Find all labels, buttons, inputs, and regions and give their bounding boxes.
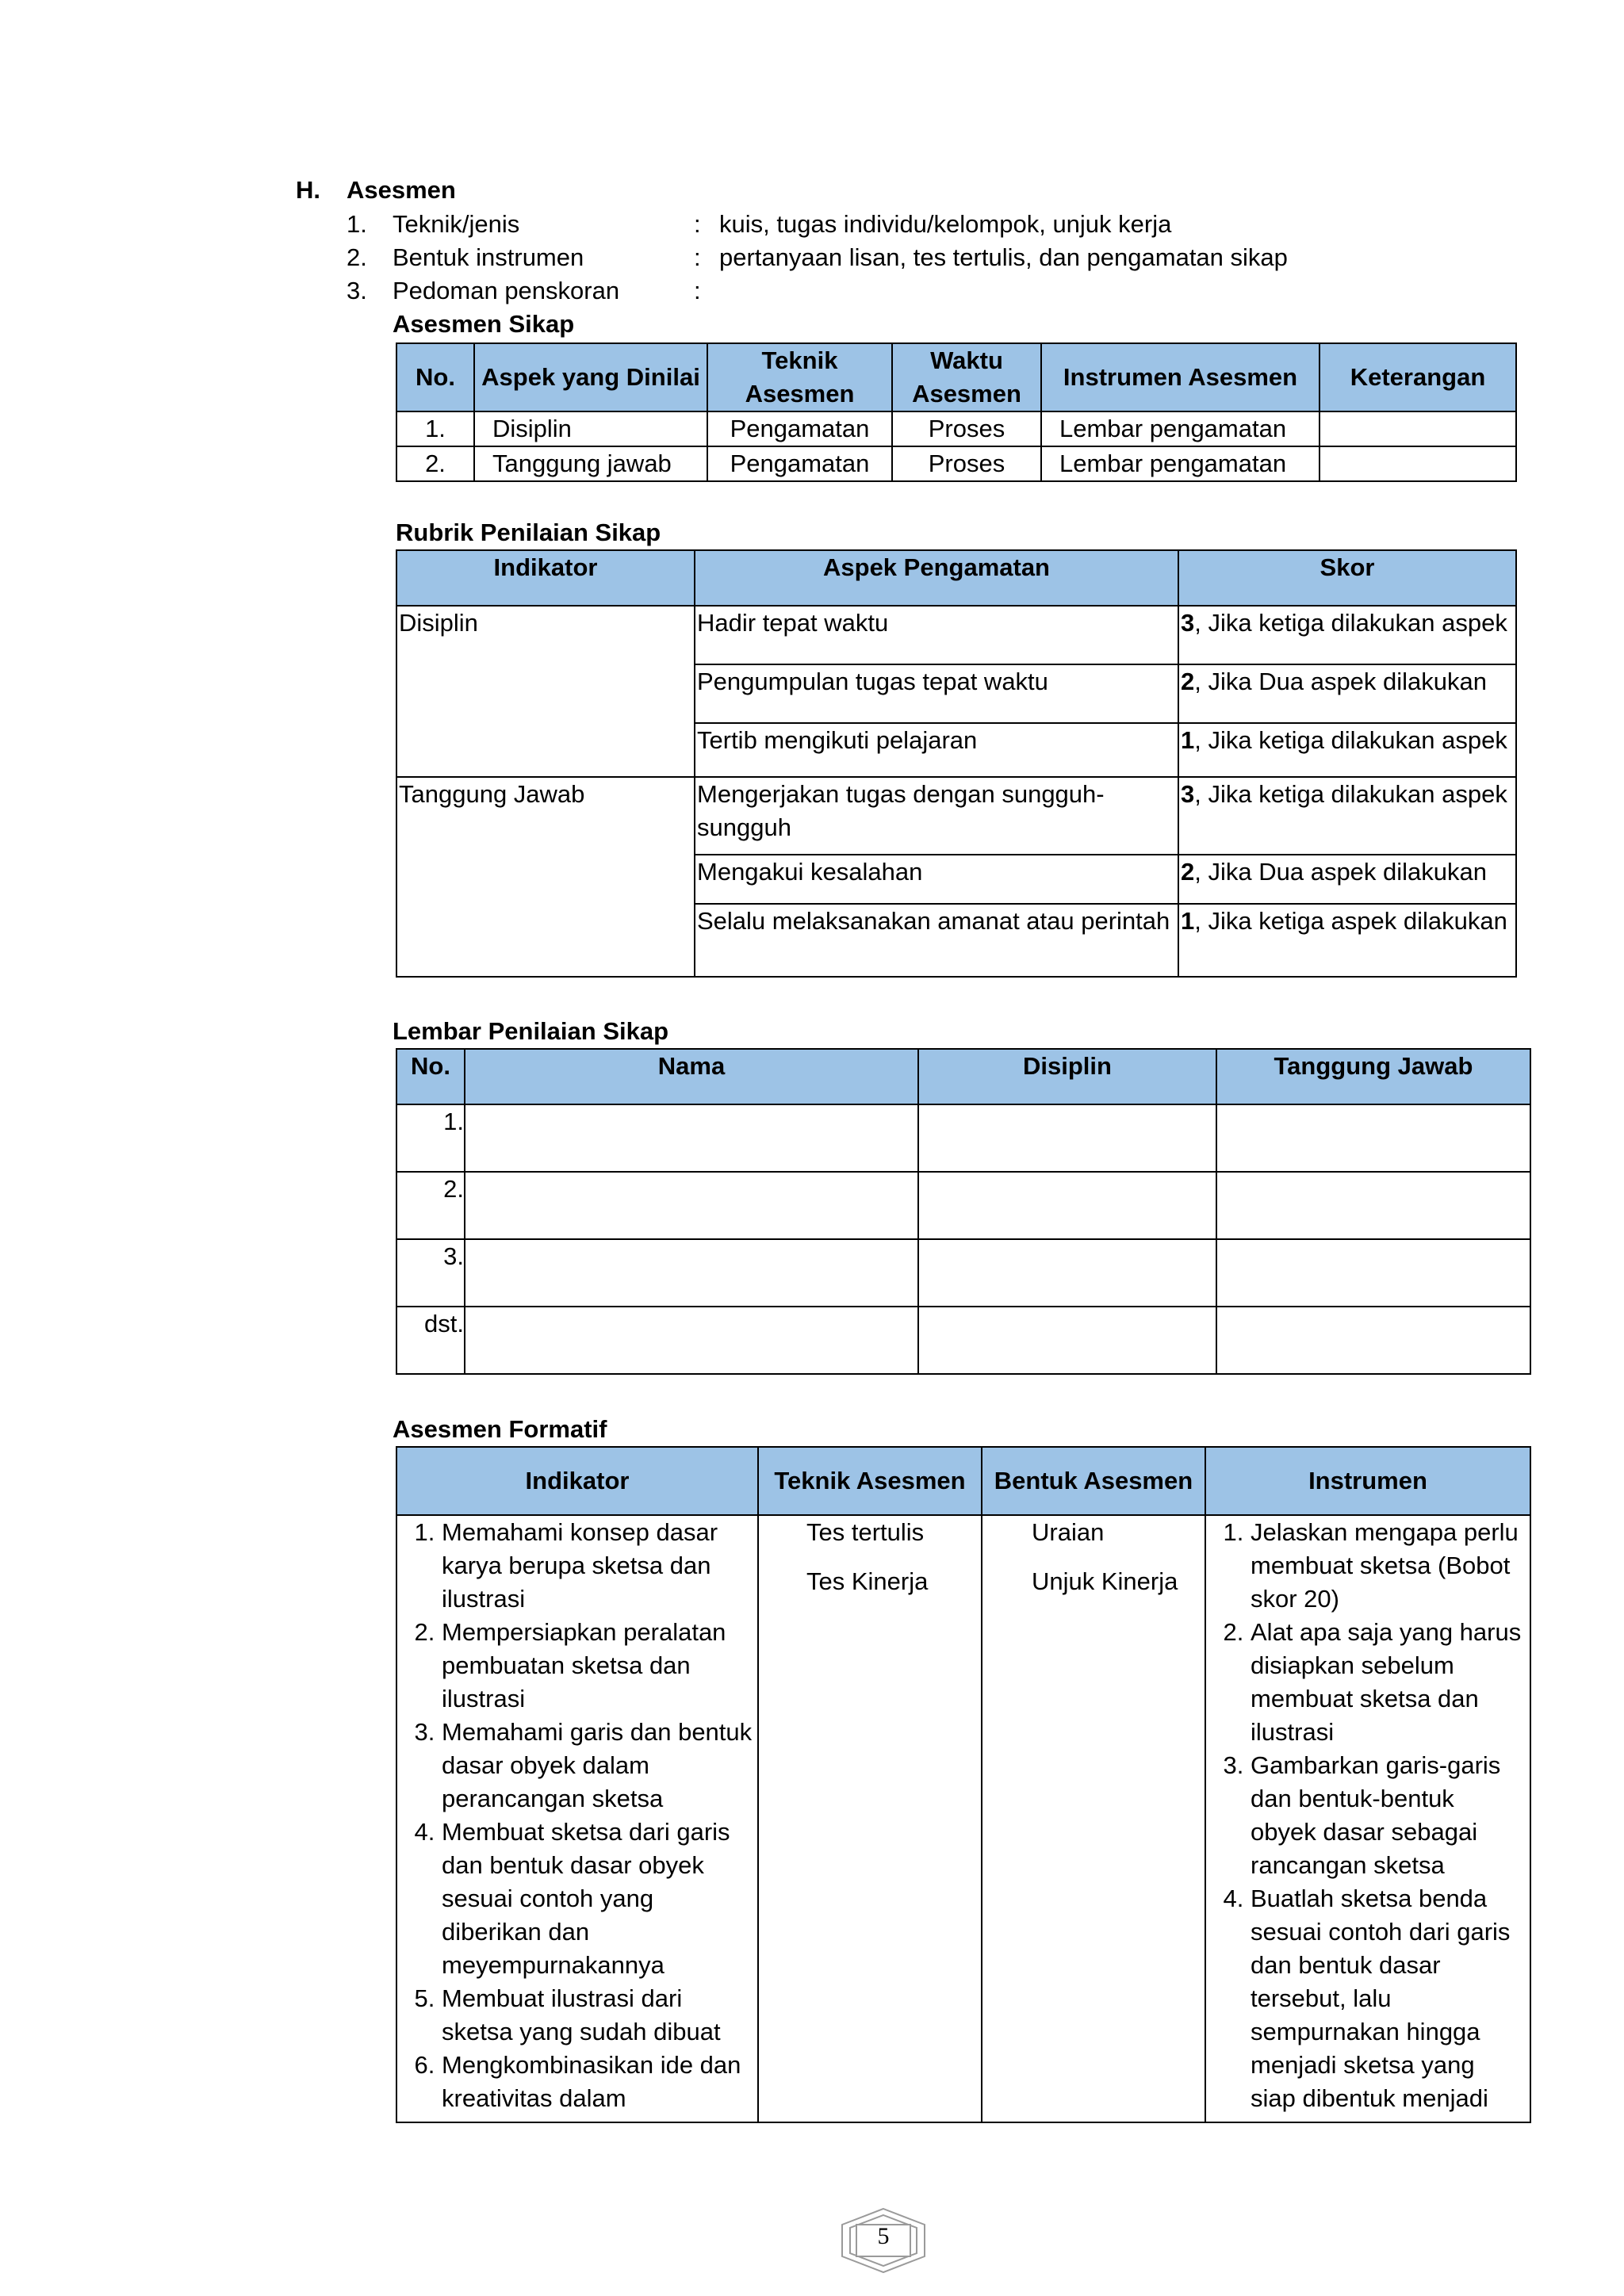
cell-no: 2. — [396, 1172, 465, 1239]
cell-instrumen: Lembar pengamatan — [1041, 446, 1320, 481]
cell-disiplin[interactable] — [918, 1239, 1216, 1307]
skor-number: 3 — [1181, 609, 1195, 637]
cell-aspek: Tertib mengikuti pelajaran — [695, 723, 1178, 777]
header-teknik: Teknik Asesmen — [758, 1447, 982, 1515]
item-colon: : — [694, 243, 701, 271]
item-value: kuis, tugas individu/kelompok, unjuk kerja — [719, 210, 1172, 238]
skor-text: , Jika ketiga dilakukan aspek — [1194, 780, 1507, 808]
bentuk-item: Uraian — [1032, 1518, 1105, 1546]
table-row — [396, 1104, 1530, 1172]
header-waktu: Waktu Asesmen — [892, 343, 1041, 411]
table-row — [396, 1307, 1530, 1374]
item-number: 3. — [347, 277, 367, 304]
header-teknik: Teknik Asesmen — [707, 343, 892, 411]
cell-skor — [1178, 664, 1516, 723]
asesmen-sikap-table — [396, 342, 1517, 482]
section-title: Asesmen — [347, 176, 456, 204]
list-item: 3. Memahami garis dan bentuk dasar obyek dalam perancangan sketsa — [442, 1716, 753, 1816]
list-item: 3. Gambarkan garis-garis dan bentuk-bentuk obyek dasar sebagai rancangan sketsa — [1251, 1749, 1526, 1882]
table-row — [396, 606, 1516, 664]
teknik-item: Tes Kinerja — [806, 1567, 929, 1595]
cell-disiplin[interactable] — [918, 1172, 1216, 1239]
header-nama: Nama — [465, 1049, 918, 1104]
cell-instrumen: Lembar pengamatan — [1041, 411, 1320, 446]
cell-disiplin[interactable] — [918, 1307, 1216, 1374]
list-item: 1. Memahami konsep dasar karya berupa sketsa dan ilustrasi — [442, 1516, 753, 1616]
cell-skor — [1178, 606, 1516, 664]
skor-text: , Jika Dua aspek dilakukan — [1194, 668, 1488, 695]
table-row — [396, 777, 1516, 855]
section-letter: H. — [296, 176, 320, 204]
header-tanggung-jawab: Tanggung Jawab — [1216, 1049, 1530, 1104]
cell-skor — [1178, 777, 1516, 855]
item-label: Pedoman penskoran — [393, 277, 620, 304]
list-item: 2. Alat apa saja yang harus disiapkan sebelum membuat sketsa dan ilustrasi — [1251, 1616, 1526, 1749]
list-item: 5. Membuat ilustrasi dari sketsa yang sudah dibuat — [442, 1982, 753, 2049]
header-skor: Skor — [1178, 550, 1516, 606]
cell-keterangan — [1320, 411, 1516, 446]
table-row — [396, 411, 1516, 446]
cell-tanggung-jawab[interactable] — [1216, 1104, 1530, 1172]
cell-nama[interactable] — [465, 1104, 918, 1172]
asesmen-sikap-title: Asesmen Sikap — [393, 310, 575, 338]
cell-aspek: Mengakui kesalahan — [695, 855, 1178, 904]
cell-instrumen-list — [1205, 1515, 1530, 2122]
cell-skor — [1178, 904, 1516, 977]
rubrik-title: Rubrik Penilaian Sikap — [396, 519, 661, 546]
skor-number: 2 — [1181, 858, 1195, 886]
header-keterangan: Keterangan — [1320, 343, 1516, 411]
list-item: 2. Mempersiapkan peralatan pembuatan sketsa dan ilustrasi — [442, 1616, 753, 1716]
list-item: 1. Jelaskan mengapa perlu membuat sketsa (Bobot skor 20) — [1251, 1516, 1526, 1616]
instrumen-list — [1206, 1516, 1526, 2115]
header-indikator: Indikator — [396, 1447, 758, 1515]
teknik-item: Tes tertulis — [806, 1518, 925, 1546]
formatif-table — [396, 1446, 1531, 2123]
header-disiplin: Disiplin — [918, 1049, 1216, 1104]
cell-indikator-list — [396, 1515, 758, 2122]
table-row — [396, 1172, 1530, 1239]
cell-no: 3. — [396, 1239, 465, 1307]
cell-nama[interactable] — [465, 1172, 918, 1239]
item-number: 1. — [347, 210, 367, 238]
rubrik-table — [396, 549, 1517, 978]
cell-aspek: Pengumpulan tugas tepat waktu — [695, 664, 1178, 723]
cell-indikator: Tanggung Jawab — [396, 777, 695, 977]
cell-aspek: Hadir tepat waktu — [695, 606, 1178, 664]
cell-skor — [1178, 855, 1516, 904]
cell-teknik: Pengamatan — [707, 446, 892, 481]
cell-aspek: Disiplin — [474, 411, 707, 446]
skor-number: 1 — [1181, 907, 1195, 935]
cell-no: 1. — [396, 411, 474, 446]
list-item: 6. Mengkombinasikan ide dan kreativitas dalam — [442, 2049, 753, 2115]
skor-text: , Jika ketiga dilakukan aspek — [1194, 726, 1507, 754]
item-colon: : — [694, 277, 701, 304]
page-number-badge — [839, 2207, 928, 2274]
cell-aspek: Tanggung jawab — [474, 446, 707, 481]
bentuk-item: Unjuk Kinerja — [1032, 1567, 1178, 1595]
page-number: 5 — [877, 2223, 890, 2249]
header-instrumen: Instrumen Asesmen — [1041, 343, 1320, 411]
cell-nama[interactable] — [465, 1239, 918, 1307]
cell-waktu: Proses — [892, 411, 1041, 446]
cell-tanggung-jawab[interactable] — [1216, 1307, 1530, 1374]
lembar-title: Lembar Penilaian Sikap — [393, 1017, 669, 1045]
header-bentuk: Bentuk Asesmen — [982, 1447, 1205, 1515]
cell-teknik-list — [758, 1515, 982, 2122]
indikator-list — [397, 1516, 753, 2115]
cell-aspek: Selalu melaksanakan amanat atau perintah — [695, 904, 1178, 977]
header-aspek: Aspek yang Dinilai — [474, 343, 707, 411]
item-colon: : — [694, 210, 701, 238]
lembar-table — [396, 1048, 1531, 1375]
item-number: 2. — [347, 243, 367, 271]
cell-skor — [1178, 723, 1516, 777]
list-item: 4. Membuat sketsa dari garis dan bentuk dasar obyek sesuai contoh yang diberikan dan meyempurnakannya — [442, 1816, 753, 1982]
cell-nama[interactable] — [465, 1307, 918, 1374]
cell-no: 1. — [396, 1104, 465, 1172]
cell-no: 2. — [396, 446, 474, 481]
cell-aspek: Mengerjakan tugas dengan sungguh-sungguh — [695, 777, 1178, 855]
skor-text: , Jika Dua aspek dilakukan — [1194, 858, 1488, 886]
formatif-title: Asesmen Formatif — [393, 1415, 607, 1443]
cell-bentuk-list — [982, 1515, 1205, 2122]
cell-disiplin[interactable] — [918, 1104, 1216, 1172]
cell-no: dst. — [396, 1307, 465, 1374]
cell-keterangan — [1320, 446, 1516, 481]
item-value: pertanyaan lisan, tes tertulis, dan pengamatan sikap — [719, 243, 1288, 271]
skor-text: , Jika ketiga aspek dilakukan — [1194, 907, 1507, 935]
cell-indikator: Disiplin — [396, 606, 695, 777]
cell-tanggung-jawab[interactable] — [1216, 1172, 1530, 1239]
cell-teknik: Pengamatan — [707, 411, 892, 446]
header-no: No. — [396, 1049, 465, 1104]
header-no: No. — [396, 343, 474, 411]
skor-number: 1 — [1181, 726, 1195, 754]
item-label: Teknik/jenis — [393, 210, 520, 238]
item-label: Bentuk instrumen — [393, 243, 584, 271]
header-aspek-pengamatan: Aspek Pengamatan — [695, 550, 1178, 606]
header-indikator: Indikator — [396, 550, 695, 606]
skor-number: 2 — [1181, 668, 1195, 695]
table-row — [396, 446, 1516, 481]
table-row — [396, 1239, 1530, 1307]
list-item: 4. Buatlah sketsa benda sesuai contoh dari garis dan bentuk dasar tersebut, lalu sempurnakan hingga menjadi sketsa yang siap dibentuk menjadi — [1251, 1882, 1526, 2115]
cell-waktu: Proses — [892, 446, 1041, 481]
skor-number: 3 — [1181, 780, 1195, 808]
header-instrumen: Instrumen — [1205, 1447, 1530, 1515]
cell-tanggung-jawab[interactable] — [1216, 1239, 1530, 1307]
skor-text: , Jika ketiga dilakukan aspek — [1194, 609, 1507, 637]
